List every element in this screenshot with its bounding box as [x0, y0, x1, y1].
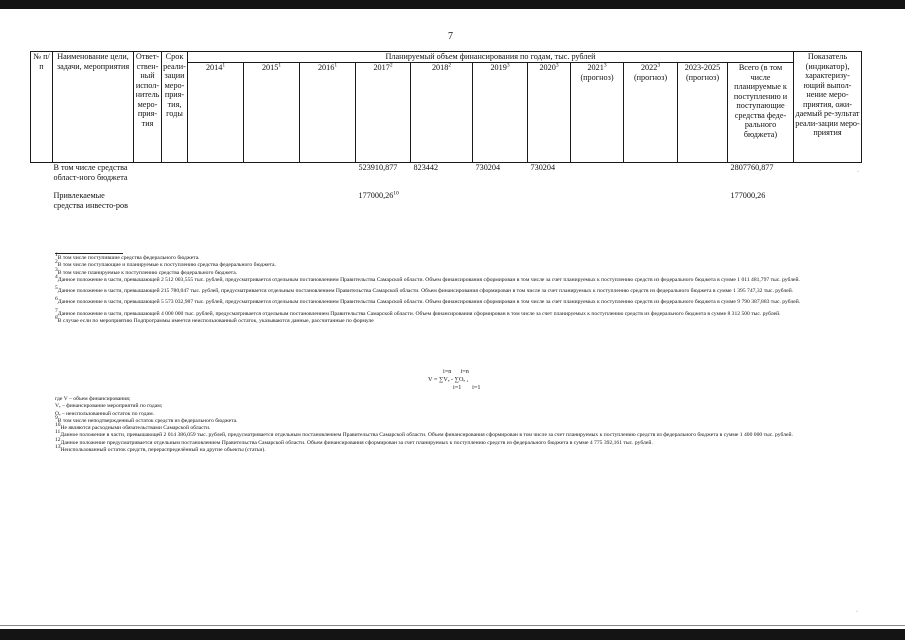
formula-expression: V = ∑Vₑ - ∑Oₑ ,: [428, 376, 469, 383]
cell-2020: 730204: [530, 163, 556, 172]
scan-border-bottom: [0, 629, 905, 640]
footnote: $^3$В том числе планируемые к поступлению средства федерального бюджета.: [55, 266, 238, 276]
footnote: $^8$В случае если по мероприятию Подпрограммы имеется неиспользованный остаток, указываются данные, рассчитанные по формуле: [55, 315, 374, 325]
footnote: $^9$В том числе неподтвержденный остаток средств из федерального бюджета.: [55, 415, 238, 424]
header-total: Всего (в том числе планируемые к поступлению и поступающие средства феде-рального бюджета): [728, 63, 794, 163]
cell-2017: 523910,877: [358, 163, 398, 172]
row-name: Привлекаемые средства инвесто-ров: [53, 191, 128, 210]
header-responsible: Ответ-ствен-ный испол-нитель меро-прия-тия: [134, 52, 162, 163]
header-year: 2018$^2$: [411, 63, 473, 163]
footnote: $^{10}$Не являются расходными обязательствами Самарской области.: [55, 422, 211, 432]
page-number: 7: [448, 31, 453, 42]
header-year: 2015$^1$: [244, 63, 300, 163]
financing-table: [30, 51, 862, 210]
scan-border-top: [0, 0, 905, 9]
header-year: 2022$^3$ (прогноз): [624, 63, 678, 163]
row-name: В том числе средства област-ного бюджета: [53, 163, 128, 182]
footnote: $^2$В том числе поступающие и планируемые к поступлению средства федерального бюджета.: [55, 259, 276, 269]
header-year: 2021$^3$ (прогноз): [571, 63, 624, 163]
legend-line: где V – объем финансирования;: [55, 396, 131, 402]
footnote: $^6$Данное положение в части, превышающей 5 573 032,987 тыс. рублей, предусматривается отдельным постановлением Правительства Самарской области. Объем финансирования сформирован в том числе за счет планируемых к поступлению средств из федерального бюджета в сумме 9 790 387,883 тыс. рублей.: [55, 296, 801, 306]
formula: [428, 368, 508, 392]
scan-speck: ·: [857, 169, 859, 175]
cell-2018: 823442: [413, 163, 439, 172]
header-year: 2014$^1$: [188, 63, 244, 163]
header-year: 2020$^3$: [528, 63, 571, 163]
footnote-separator: [55, 253, 123, 254]
header-number: № п/п: [31, 52, 53, 163]
footnote: $^{12}$Данное положение предусматривается отдельным постановлением Правительства Самарской области. Объем финансирования сформирован за счет планируемых к поступлению средств из федерального бюджета в сумме 4 775 392,161 тыс. рублей.: [55, 436, 653, 446]
header-term: Срок реали-зации меро-прия-тия, годы: [162, 52, 188, 163]
cell-total: 177000,26: [730, 191, 766, 200]
footnote: $^1$В том числе поступившие средства федерального бюджета.: [55, 252, 200, 261]
footnote: $^{13}$Неиспользованный остаток средств, перераспределённый на другие объекты (статьи).: [55, 444, 266, 454]
header-name: Наименование цели, задачи, мероприятия: [53, 52, 134, 163]
header-indicator: Показатель (индикатор), характеризу-ющий выпол-нение меро-приятия, ожи-даемый ре-зультат реали-зации меро-приятия: [794, 52, 862, 163]
header-year: 2023-2025 (прогноз): [678, 63, 728, 163]
header-planned-financing: Планируемый объем финансирования по годам, тыс. рублей: [188, 52, 794, 63]
formula-upper-limits: i=n i=n: [443, 368, 469, 375]
legend-line: Oₑ – неиспользованный остаток по годам.: [55, 410, 155, 417]
cell-2019: 730204: [475, 163, 501, 172]
header-year: 2017$^2$: [356, 63, 411, 163]
cell-total: 2807760,877: [730, 163, 774, 172]
scan-speck: ·: [856, 609, 858, 615]
footnote: $^4$Данное положение в части, превышающей 2 512 003,555 тыс. рублей, предусматривается отдельным постановлением Правительства Самарской области. Объем финансирования сформирован в том числе за счет планируемых к поступлению средств из федерального бюджета в сумме 1 011 481,797 тыс. рублей.: [55, 274, 800, 283]
footnote: $^{11}$Данное положение в части, превышающей 2 014 386,059 тыс. рублей, предусматривается отдельным постановлением Правительства Самарской области. Объем финансирования сформирован в том числе за счет планируемых к поступлению средств из федерального бюджета в сумме 1 400 000 тыс. рублей.: [55, 429, 793, 439]
table-row: [31, 163, 862, 183]
header-year: 2019$^3$: [473, 63, 528, 163]
header-year: 2016$^1$: [300, 63, 356, 163]
cell-2017: 177000,26$^{10}$: [358, 190, 399, 200]
footnote: $^7$Данное положение в части, превышающей 4 000 000 тыс. рублей, предусматривается отдельным постановлением Правительства Самарской области. Объем финансирования сформирован в том числе за счет планируемых к поступлению средств из федерального бюджета в сумме 8 312 500 тыс. рублей.: [55, 307, 781, 317]
legend-line: Vₑ – финансирование мероприятий по годам;: [55, 403, 163, 410]
table-row: [31, 191, 862, 210]
formula-lower-limits: i=1 i=1: [453, 384, 481, 391]
footnotes: [31, 252, 886, 325]
formula-legend: [55, 396, 885, 454]
footnote: $^5$Данное положение в части, превышающей 215 780,047 тыс. рублей, предусматривается отдельным постановлением Правительства Самарской области. Объем финансирования сформирован в том числе за счет планируемых к поступлению средств из федерального бюджета в сумме 1 395 747,32 тыс. рублей.: [55, 285, 794, 295]
